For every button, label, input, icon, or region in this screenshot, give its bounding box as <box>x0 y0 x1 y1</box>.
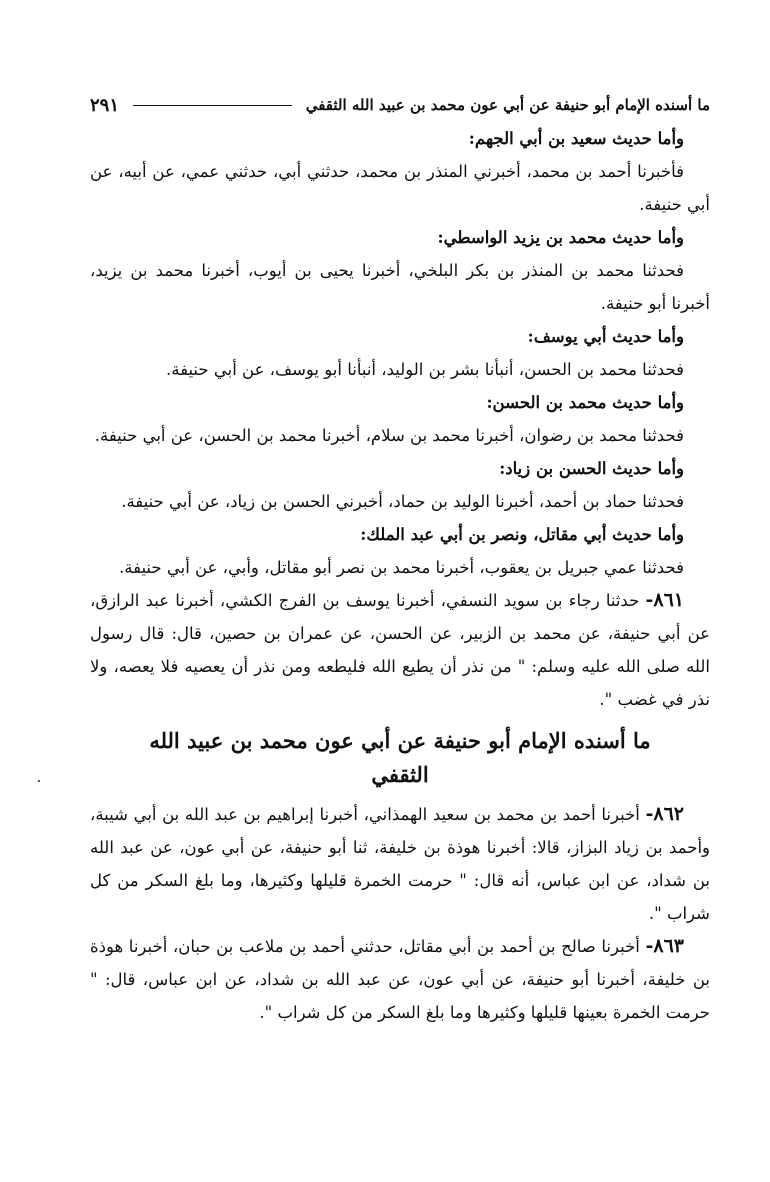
page-body <box>90 122 710 1029</box>
isnad-paragraph: فأخبرنا أحمد بن محمد، أخبرني المنذر بن محمد، حدثني أبي، حدثني عمي، عن أبيه، عن أبي حنيفة. <box>90 162 710 214</box>
hadith-text: أخبرنا صالح بن أحمد بن أبي مقاتل، حدثني أحمد بن ملاعب بن حبان، أخبرنا هوذة بن خليفة، أخبرنا أبو حنيفة، عن أبي عون، عن عبد الله بن شداد، عن ابن عباس، قال: " حرمت الخمرة بعينها قليلها وكثيرها وما بلغ السكر من كل شراب ". <box>90 937 710 1022</box>
subheading-muhammad-ibn-yazid: وأما حديث محمد بن يزيد الواسطي: <box>437 228 684 247</box>
hadith-861 <box>90 584 710 716</box>
page-header <box>90 88 710 122</box>
hadith-863 <box>90 930 710 1029</box>
hadith-number: ٨٦١- <box>645 589 684 611</box>
isnad-paragraph: فحدثنا محمد بن رضوان، أخبرنا محمد بن سلام، أخبرنا محمد بن الحسن، عن أبي حنيفة. <box>94 426 684 445</box>
subheading-abi-yusuf: وأما حديث أبي يوسف: <box>527 327 684 346</box>
isnad-paragraph: فحدثنا محمد بن المنذر بن بكر البلخي، أخبرنا يحيى بن أيوب، أخبرنا محمد بن يزيد، أخبرنا أبو حنيفة. <box>90 261 710 313</box>
subheading-muhammad-ibn-alhasan: وأما حديث محمد بن الحسن: <box>486 393 684 412</box>
isnad-paragraph: فحدثنا عمي جبريل بن يعقوب، أخبرنا محمد بن نصر أبو مقاتل، وأبي، عن أبي حنيفة. <box>119 558 684 577</box>
hadith-862 <box>90 798 710 930</box>
subheading-alhasan-ibn-ziyad: وأما حديث الحسن بن زياد: <box>499 459 684 478</box>
margin-mark <box>38 780 40 782</box>
section-title: ما أسنده الإمام أبو حنيفة عن أبي عون محمد بن عبيد الله الثقفي <box>149 728 651 787</box>
hadith-text: أخبرنا أحمد بن محمد بن سعيد الهمذاني، أخبرنا إبراهيم بن عبد الله بن أبي شيبة، وأحمد بن زياد البزاز، قالا: أخبرنا هوذة بن خليفة، ثنا أبو حنيفة، عن أبي عون، عن عبد الله بن شداد، عن ابن عباس، أنه قال: " حرمت الخمرة قليلها وكثيرها، وما بلغ السكر من كل شراب ". <box>90 805 710 923</box>
header-rule <box>133 105 292 106</box>
book-page <box>90 88 710 1029</box>
hadith-text: حدثنا رجاء بن سويد النسفي، أخبرنا يوسف بن الفرج الكشي، أخبرنا عبد الرازق، عن أبي حنيفة، عن محمد بن الزبير، عن الحسن، عن عمران بن حصين، قال: قال رسول الله صلى الله عليه وسلم: " من نذر أن يطيع الله فليطعه ومن نذر أن يعصيه فلا يعصه، ولا نذر في غضب ". <box>90 591 710 709</box>
page-number: ٢٩١ <box>90 94 120 116</box>
isnad-paragraph: فحدثنا محمد بن الحسن، أنبأنا بشر بن الوليد، أنبأنا أبو يوسف، عن أبي حنيفة. <box>166 360 684 379</box>
subheading-said-ibn-abi-aljahm: وأما حديث سعيد بن أبي الجهم: <box>468 129 684 148</box>
running-title: ما أسنده الإمام أبو حنيفة عن أبي عون محمد بن عبيد الله الثقفي <box>305 96 710 114</box>
isnad-paragraph: فحدثنا حماد بن أحمد، أخبرنا الوليد بن حماد، أخبرني الحسن بن زياد، عن أبي حنيفة. <box>121 492 684 511</box>
hadith-number: ٨٦٣- <box>645 935 684 957</box>
hadith-number: ٨٦٢- <box>645 803 684 825</box>
subheading-abi-muqatil: وأما حديث أبي مقاتل، ونصر بن أبي عبد الملك: <box>360 525 684 544</box>
